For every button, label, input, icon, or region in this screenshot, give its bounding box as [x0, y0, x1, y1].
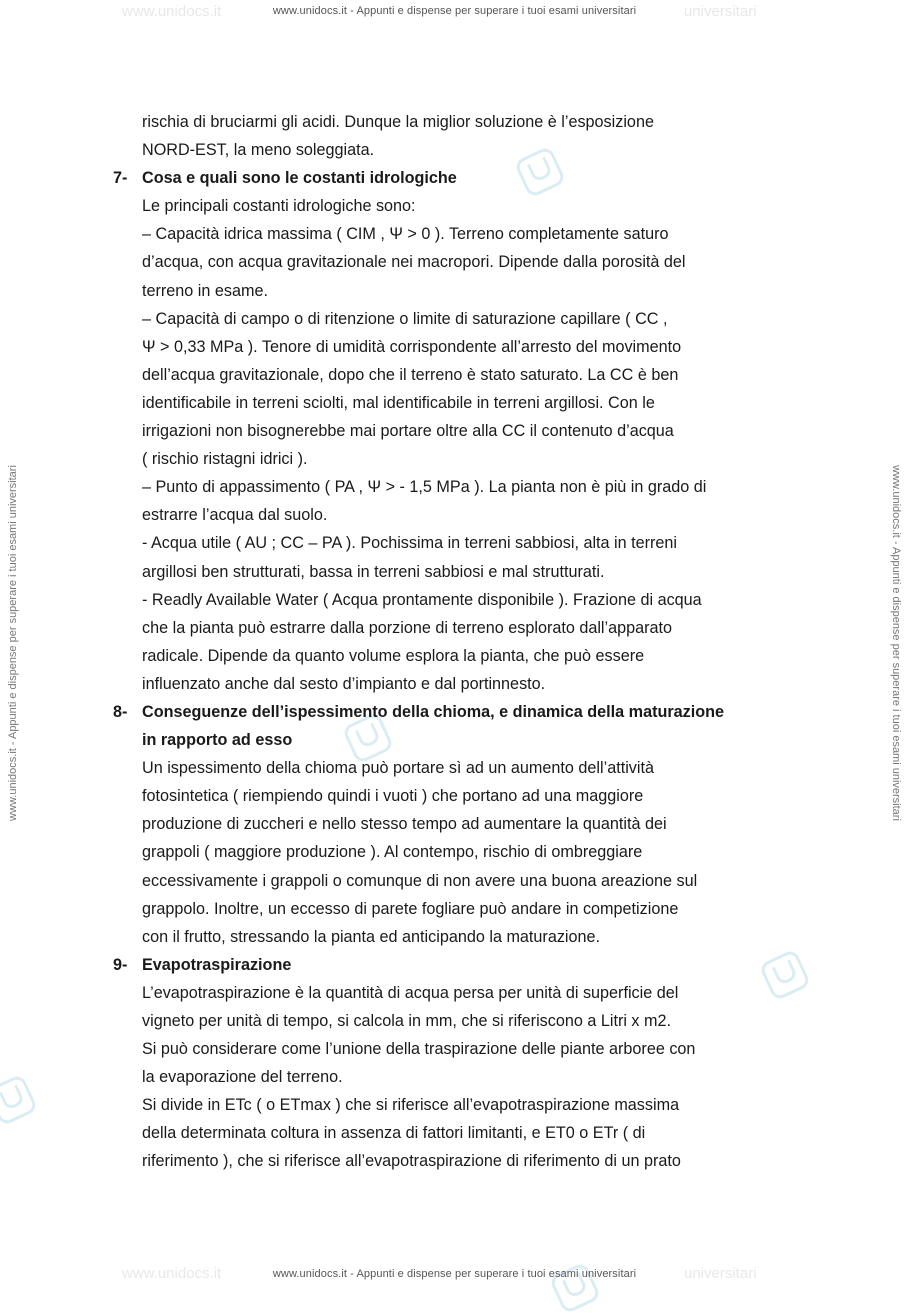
section-number: 9- [113, 955, 128, 974]
section-title-continued: in rapporto ad esso [142, 731, 293, 750]
text-line: Si può considerare come l’unione della traspirazione delle piante arboree con [142, 1040, 696, 1059]
text-line: produzione di zuccheri e nello stesso tempo ad aumentare la quantità dei [142, 815, 667, 834]
text-line: Si divide in ETc ( o ETmax ) che si riferisce all’evapotraspirazione massima [142, 1096, 680, 1115]
watermark-left: www.unidocs.it - Appunti e dispense per superare i tuoi esami universitari [7, 465, 19, 821]
section-title-text: Cosa e quali sono le costanti idrologiche [142, 169, 457, 188]
watermark-bottom: www.unidocs.it - Appunti e dispense per superare i tuoi esami universitari [272, 1268, 637, 1280]
text-line: la evaporazione del terreno. [142, 1068, 343, 1087]
section-8 [113, 698, 823, 951]
unidocs-logo-icon [0, 1073, 39, 1126]
ghost-watermark: www.unidocs.it [122, 3, 222, 20]
text-line: radicale. Dipende da quanto volume esplora la pianta, che può essere [142, 646, 645, 665]
ghost-watermark: universitari [684, 3, 757, 20]
section-9 [113, 951, 823, 1176]
text-line: argillosi ben strutturati, bassa in terreni sabbiosi e mal strutturati. [142, 562, 605, 581]
text-line: Le principali costanti idrologiche sono: [142, 197, 416, 216]
text-line: riferimento ), che si riferisce all’evapotraspirazione di riferimento di un prato [142, 1152, 681, 1171]
text-line: Ψ > 0,33 MPa ). Tenore di umidità corrispondente all’arresto del movimento [142, 337, 682, 356]
section-number: 7- [113, 169, 128, 188]
text-line: NORD-EST, la meno soleggiata. [142, 141, 375, 160]
section-title-text: Evapotraspirazione [142, 955, 292, 974]
text-line: L’evapotraspirazione è la quantità di acqua persa per unità di superficie del [142, 983, 679, 1002]
text-line: con il frutto, stressando la pianta ed anticipando la maturazione. [142, 927, 601, 946]
text-line: grappolo. Inoltre, un eccesso di parete fogliare può andare in competizione [142, 899, 679, 918]
text-line: della determinata coltura in assenza di fattori limitanti, e ET0 o ETr ( di [142, 1124, 646, 1143]
text-line: – Capacità idrica massima ( CIM , Ψ > 0 ). Terreno completamente saturo [142, 225, 669, 244]
text-line: influenzato anche dal sesto d’impianto e dal portinnesto. [142, 674, 546, 693]
text-line: d’acqua, con acqua gravitazionale nei macropori. Dipende dalla porosità del [142, 253, 686, 272]
ghost-watermark: universitari [684, 1265, 757, 1282]
text-line: che la pianta può estrarre dalla porzione di terreno esplorato dall’apparato [142, 618, 673, 637]
text-line: vigneto per unità di tempo, si calcola in mm, che si riferiscono a Litri x m2. [142, 1012, 672, 1030]
text-line: ( rischio ristagni idrici ). [142, 450, 308, 469]
text-line: estrarre l’acqua dal suolo. [142, 506, 328, 525]
text-line: identificabile in terreni sciolti, mal identificabile in terreni argillosi. Con le [142, 393, 655, 412]
text-line: Un ispessimento della chioma può portare sì ad un aumento dell’attività [142, 759, 654, 778]
section-number: 8- [113, 702, 128, 721]
text-line: grappoli ( maggiore produzione ). Al contempo, rischio di ombreggiare [142, 843, 643, 862]
text-line: rischia di bruciarmi gli acidi. Dunque la miglior soluzione è l’esposizione [142, 113, 654, 131]
ghost-watermark: www.unidocs.it [122, 1265, 222, 1282]
section-7 [113, 164, 823, 698]
text-line: irrigazioni non bisognerebbe mai portare oltre alla CC il contenuto d’acqua [142, 422, 674, 441]
text-line: – Capacità di campo o di ritenzione o limite di saturazione capillare ( CC , [142, 309, 668, 328]
section-title [113, 698, 823, 726]
section-title [113, 951, 823, 979]
watermark-top: www.unidocs.it - Appunti e dispense per superare i tuoi esami universitari [272, 5, 637, 17]
text-line: - Acqua utile ( AU ; CC – PA ). Pochissima in terreni sabbiosi, alta in terreni [142, 534, 678, 553]
text-line: fotosintetica ( riempiendo quindi i vuoti ) che portano ad una maggiore [142, 787, 644, 806]
section-title [113, 164, 823, 192]
text-line: terreno in esame. [142, 281, 268, 300]
text-line: eccessivamente i grappoli o comunque di non avere una buona areazione sul [142, 871, 698, 890]
text-line: - Readly Available Water ( Acqua prontamente disponibile ). Frazione di acqua [142, 590, 702, 609]
text-line: – Punto di appassimento ( PA , Ψ > - 1,5 MPa ). La pianta non è più in grado di [142, 478, 707, 497]
text-line: dell’acqua gravitazionale, dopo che il terreno è stato saturato. La CC è ben [142, 365, 679, 384]
section-title-text: Conseguenze dell’ispessimento della chioma, e dinamica della maturazione [142, 702, 725, 721]
watermark-right: www.unidocs.it - Appunti e dispense per superare i tuoi esami universitari [890, 465, 902, 821]
document-body [113, 108, 823, 1176]
